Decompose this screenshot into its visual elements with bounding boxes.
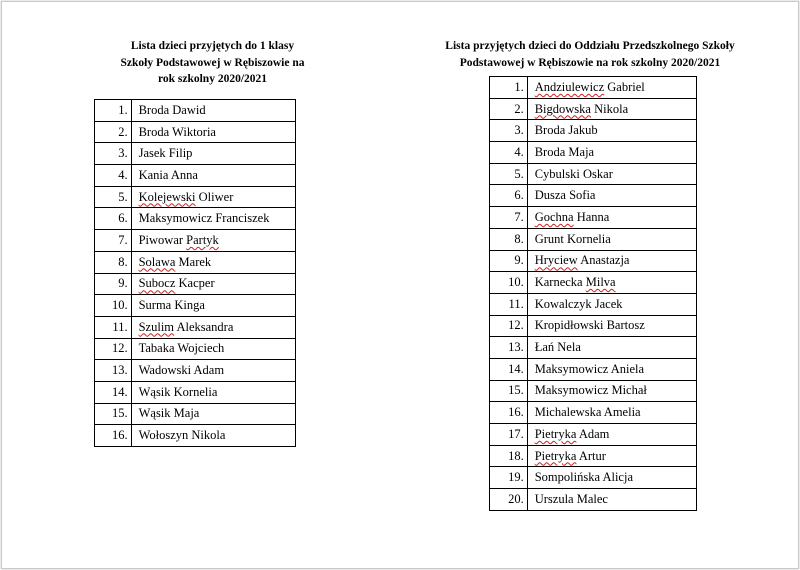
name-part-first: Wąsik <box>138 406 171 421</box>
table-row <box>95 230 296 252</box>
name-part-rest: Aniela <box>608 361 645 376</box>
name-part-rest: Hanna <box>573 209 610 224</box>
table-row <box>490 120 697 142</box>
row-number: 11. <box>95 316 132 338</box>
row-number: 3. <box>95 143 132 165</box>
child-name <box>131 425 295 447</box>
name-part-first: Michalewska <box>534 405 602 420</box>
child-name <box>527 98 696 120</box>
name-part-rest: Nikola <box>188 428 226 443</box>
name-part-rest: Partyk <box>186 232 219 247</box>
table-row <box>490 142 697 164</box>
name-part-rest: Gabriel <box>604 79 645 94</box>
child-name <box>131 381 295 403</box>
row-number: 3. <box>490 120 528 142</box>
name-part-rest: Filip <box>165 146 193 161</box>
row-number: 10. <box>490 272 528 294</box>
child-name <box>527 402 696 424</box>
name-part-first: Sompolińska <box>534 470 601 485</box>
name-part-first: Pietryka <box>534 448 577 463</box>
row-number: 10. <box>95 295 132 317</box>
child-name <box>527 185 696 207</box>
name-part-rest: Amelia <box>601 405 641 420</box>
child-name <box>527 293 696 315</box>
right-title-line-1: Lista przyjętych dzieci do Oddziału Przedszkolnego Szkoły <box>445 40 735 52</box>
name-part-first: Kolejewski <box>138 189 196 204</box>
name-part-first: Grunt <box>534 231 564 246</box>
name-part-rest: Wiktoria <box>169 124 216 139</box>
child-name <box>527 163 696 185</box>
name-part-rest: Sofia <box>565 188 596 203</box>
child-name <box>527 358 696 380</box>
name-part-rest: Kinga <box>171 298 205 313</box>
name-part-first: Kania <box>138 167 169 182</box>
child-name <box>131 316 295 338</box>
row-number: 12. <box>490 315 528 337</box>
table-row <box>95 251 296 273</box>
name-part-first: Gochna <box>534 209 574 224</box>
name-part-rest: Wojciech <box>174 341 225 356</box>
left-admission-table <box>94 99 296 447</box>
child-name <box>527 467 696 489</box>
table-row <box>95 121 296 143</box>
child-name <box>527 337 696 359</box>
table-row <box>490 293 697 315</box>
child-name <box>131 230 295 252</box>
row-number: 4. <box>490 142 528 164</box>
child-name <box>131 121 295 143</box>
row-number: 13. <box>490 337 528 359</box>
row-number: 13. <box>95 360 132 382</box>
child-name <box>131 403 295 425</box>
table-row <box>95 273 296 295</box>
row-number: 9. <box>490 250 528 272</box>
name-part-first: Broda <box>138 124 170 139</box>
table-row <box>490 315 697 337</box>
name-part-rest: Maja <box>565 144 595 159</box>
name-part-first: Łań <box>534 340 555 355</box>
table-row <box>95 186 296 208</box>
table-row <box>95 425 296 447</box>
child-name <box>527 315 696 337</box>
name-part-first: Kropidłowski <box>534 318 604 333</box>
name-part-rest: Alicja <box>600 470 633 485</box>
row-number: 15. <box>490 380 528 402</box>
row-number: 12. <box>95 338 132 360</box>
table-row <box>490 163 697 185</box>
name-part-rest: Jacek <box>591 296 623 311</box>
right-title-line-2: Podstawowej w Rębiszowie na rok szkolny 2020/2021 <box>459 56 721 69</box>
name-part-rest: Marek <box>175 254 212 269</box>
row-number: 11. <box>490 293 528 315</box>
table-row <box>95 381 296 403</box>
name-part-first: Jasek <box>138 146 166 161</box>
table-row <box>95 165 296 187</box>
name-part-first: Piwowar <box>138 232 187 247</box>
child-name <box>131 165 295 187</box>
table-row <box>490 250 697 272</box>
name-part-first: Urszula <box>534 491 574 506</box>
name-part-rest: Kacper <box>175 276 215 291</box>
row-number: 14. <box>490 358 528 380</box>
name-part-rest: Milva <box>585 275 616 290</box>
child-name <box>527 250 696 272</box>
left-title-line-3: rok szkolny 2020/2021 <box>157 73 268 85</box>
row-number: 2. <box>490 98 528 120</box>
name-part-rest: Kornelia <box>563 231 611 246</box>
row-number: 16. <box>95 425 132 447</box>
child-name <box>131 360 295 382</box>
child-name <box>527 228 696 250</box>
name-part-rest: Maja <box>170 406 200 421</box>
child-name <box>131 208 295 230</box>
name-part-rest: Nela <box>554 340 581 355</box>
right-admission-table <box>489 76 697 511</box>
name-part-rest: Jakub <box>565 123 598 138</box>
table-row <box>490 380 697 402</box>
right-list-title <box>420 38 760 71</box>
row-number: 17. <box>490 424 528 446</box>
table-row <box>490 489 697 511</box>
row-number: 14. <box>95 381 132 403</box>
child-name <box>131 143 295 165</box>
name-part-rest: Malec <box>573 491 608 506</box>
table-row <box>95 316 296 338</box>
row-number: 1. <box>490 77 528 99</box>
table-row <box>490 77 697 99</box>
child-name <box>131 100 295 122</box>
table-row <box>490 185 697 207</box>
name-part-rest: Adam <box>191 363 225 378</box>
table-row <box>490 358 697 380</box>
name-part-first: Pietryka <box>534 426 577 441</box>
name-part-first: Broda <box>138 102 170 117</box>
row-number: 20. <box>490 489 528 511</box>
table-row <box>490 228 697 250</box>
name-part-rest: Anna <box>168 167 198 182</box>
name-part-first: Dusza <box>534 188 566 203</box>
child-name <box>131 186 295 208</box>
left-title-line-1: Lista dzieci przyjętych do 1 klasy <box>130 40 295 52</box>
name-part-rest: Franciszek <box>212 211 270 226</box>
name-part-rest: Oskar <box>579 166 613 181</box>
child-name <box>131 251 295 273</box>
name-part-rest: Oliwer <box>195 189 234 204</box>
name-part-first: Tabaka <box>138 341 175 356</box>
table-row <box>490 467 697 489</box>
child-name <box>527 77 696 99</box>
row-number: 19. <box>490 467 528 489</box>
table-row <box>490 445 697 467</box>
child-name <box>527 272 696 294</box>
child-name <box>131 338 295 360</box>
name-part-first: Broda <box>534 144 566 159</box>
row-number: 8. <box>95 251 132 273</box>
name-part-first: Broda <box>534 123 566 138</box>
name-part-rest: Artur <box>576 448 606 463</box>
child-name <box>527 380 696 402</box>
left-title-line-2: Szkoły Podstawowej w Rębiszowie na <box>120 56 305 69</box>
row-number: 9. <box>95 273 132 295</box>
name-part-first: Wołoszyn <box>138 428 189 443</box>
table-row <box>95 403 296 425</box>
name-part-first: Wadowski <box>138 363 192 378</box>
child-name <box>131 295 295 317</box>
name-part-rest: Aleksandra <box>174 319 234 334</box>
name-part-rest: Nikola <box>590 101 629 116</box>
row-number: 7. <box>95 230 132 252</box>
name-part-rest: Anastazja <box>577 253 630 268</box>
name-part-rest: Michał <box>608 383 647 398</box>
row-number: 1. <box>95 100 132 122</box>
name-part-first: Cybulski <box>534 166 580 181</box>
row-number: 4. <box>95 165 132 187</box>
row-number: 15. <box>95 403 132 425</box>
table-row <box>490 98 697 120</box>
table-row <box>95 295 296 317</box>
table-row <box>490 402 697 424</box>
child-name <box>527 424 696 446</box>
row-number: 5. <box>95 186 132 208</box>
name-part-rest: Adam <box>576 426 610 441</box>
row-number: 18. <box>490 445 528 467</box>
row-number: 8. <box>490 228 528 250</box>
table-row <box>95 143 296 165</box>
table-row <box>490 207 697 229</box>
name-part-first: Karnecka <box>534 275 586 290</box>
table-row <box>95 338 296 360</box>
child-name <box>527 207 696 229</box>
table-row <box>490 337 697 359</box>
name-part-rest: Kornelia <box>170 384 218 399</box>
name-part-first: Solawa <box>138 254 176 269</box>
name-part-first: Maksymowicz <box>534 361 609 376</box>
child-name <box>527 489 696 511</box>
child-name <box>131 273 295 295</box>
name-part-rest: Bartosz <box>603 318 645 333</box>
row-number: 7. <box>490 207 528 229</box>
name-part-first: Subocz <box>138 276 176 291</box>
row-number: 2. <box>95 121 132 143</box>
table-row <box>95 208 296 230</box>
child-name <box>527 142 696 164</box>
table-row <box>490 272 697 294</box>
name-part-first: Hryciew <box>534 253 578 268</box>
child-name <box>527 445 696 467</box>
table-row <box>95 360 296 382</box>
table-row <box>490 424 697 446</box>
name-part-first: Maksymowicz <box>534 383 609 398</box>
row-number: 6. <box>95 208 132 230</box>
left-list-title <box>100 38 325 88</box>
name-part-first: Bigdowska <box>534 101 591 116</box>
name-part-first: Kowalczyk <box>534 296 592 311</box>
row-number: 16. <box>490 402 528 424</box>
name-part-first: Wąsik <box>138 384 171 399</box>
name-part-rest: Dawid <box>169 102 206 117</box>
name-part-first: Szulim <box>138 319 175 334</box>
name-part-first: Andziulewicz <box>534 79 605 94</box>
name-part-first: Maksymowicz <box>138 211 213 226</box>
table-row <box>95 100 296 122</box>
row-number: 6. <box>490 185 528 207</box>
row-number: 5. <box>490 163 528 185</box>
child-name <box>527 120 696 142</box>
name-part-first: Surma <box>138 298 172 313</box>
